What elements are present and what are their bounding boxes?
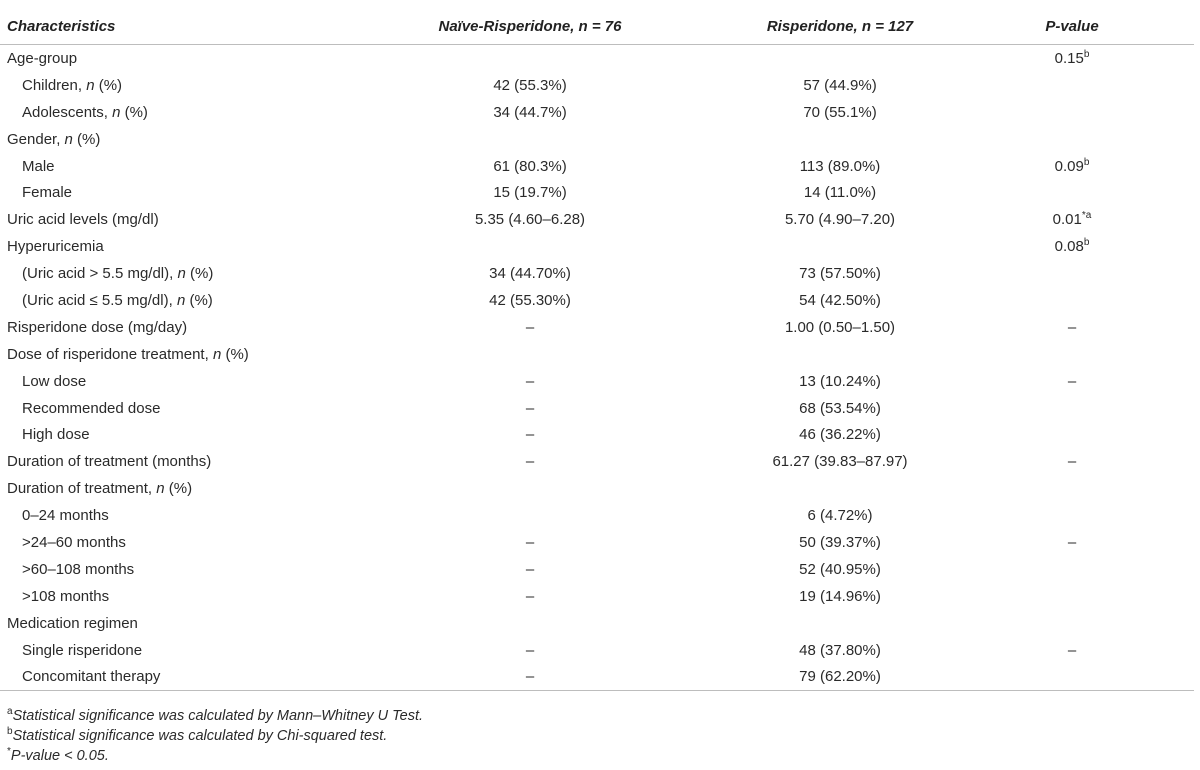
table-row (0, 260, 1194, 287)
table-row (0, 179, 1194, 206)
row-label-text: Low dose (22, 372, 87, 390)
row-label-text: Duration of treatment, (7, 480, 157, 498)
naive-value: 34 (44.7%) (493, 103, 567, 121)
p-value (950, 663, 1194, 690)
p-value (950, 126, 1194, 153)
risperidone-value: 6 (4.72%) (807, 507, 873, 525)
row-label-n: n (112, 103, 121, 121)
row-label-text: Duration of treatment (months) (7, 453, 212, 471)
table-row (0, 529, 1194, 556)
table-row (0, 663, 1194, 690)
row-label (0, 475, 330, 502)
header-label: Naïve-Risperidone, n = 76 (438, 17, 622, 35)
p-value (950, 153, 1194, 180)
p-value (950, 99, 1194, 126)
table-row (0, 233, 1194, 260)
naive-value: 61 (80.3%) (493, 157, 567, 175)
row-label-text: Dose of risperidone treatment, (7, 345, 213, 363)
row-label (0, 287, 330, 314)
risperidone-value: 68 (53.54%) (799, 399, 881, 417)
footnote (7, 706, 423, 726)
p-value (950, 341, 1194, 368)
p-value (950, 475, 1194, 502)
footnote (7, 746, 423, 766)
row-label (0, 126, 330, 153)
table-row (0, 610, 1194, 637)
footnote-mark: a (7, 706, 13, 718)
row-label (0, 529, 330, 556)
naive-value: – (525, 560, 535, 578)
header-naive-risperidone (330, 8, 730, 45)
p-value (950, 206, 1194, 233)
naive-value: 42 (55.30%) (489, 291, 571, 309)
naive-value (330, 126, 730, 153)
p-value (950, 421, 1194, 448)
table-body (0, 45, 1194, 691)
table-row (0, 448, 1194, 475)
naive-value (330, 233, 730, 260)
risperidone-value: 5.70 (4.90–7.20) (784, 211, 896, 229)
p-value-text: 0.01 (1052, 211, 1082, 229)
naive-value: 15 (19.7%) (493, 184, 567, 202)
naive-value (330, 45, 730, 72)
risperidone-value: 19 (14.96%) (799, 587, 881, 605)
row-label-tail: (%) (94, 76, 123, 94)
naive-value: – (525, 399, 535, 417)
row-label-tail: (%) (185, 291, 213, 309)
row-label-text: Male (22, 157, 55, 175)
header-label: Risperidone, n = 127 (766, 17, 914, 35)
naive-value: 5.35 (4.60–6.28) (474, 211, 586, 229)
risperidone-value (730, 475, 950, 502)
table-row (0, 395, 1194, 422)
row-label-n: n (64, 130, 73, 148)
table-header (0, 8, 1194, 45)
table-row (0, 556, 1194, 583)
p-value-text: 0.08 (1054, 238, 1084, 256)
row-label (0, 72, 330, 99)
row-label-n: n (176, 291, 186, 309)
table-row (0, 368, 1194, 395)
risperidone-value: 57 (44.9%) (803, 76, 877, 94)
row-label-text: Hyperuricemia (7, 238, 104, 256)
row-label-text: (Uric acid > 5.5 mg/dl), (22, 265, 178, 283)
p-value (950, 556, 1194, 583)
table-row (0, 421, 1194, 448)
p-value-text: 0.15 (1054, 49, 1084, 67)
risperidone-value (730, 126, 950, 153)
row-label (0, 341, 330, 368)
row-label (0, 610, 330, 637)
row-label-tail: (%) (185, 265, 214, 283)
p-value (950, 368, 1194, 395)
row-label (0, 583, 330, 610)
p-value (950, 502, 1194, 529)
row-label-n: n (212, 345, 222, 363)
row-label-text: Children, (22, 76, 87, 94)
row-label-text: Risperidone dose (mg/day) (7, 318, 188, 336)
p-value (950, 583, 1194, 610)
naive-value: – (525, 587, 535, 605)
naive-value: 34 (44.70%) (489, 265, 571, 283)
risperidone-value: 13 (10.24%) (799, 372, 881, 390)
row-label-text: (Uric acid ≤ 5.5 mg/dl), (22, 291, 177, 309)
risperidone-value (730, 610, 950, 637)
p-value-text: 0.09 (1054, 157, 1084, 175)
row-label-text: Age-group (7, 49, 78, 67)
row-label-tail: (%) (120, 103, 148, 121)
table-row (0, 72, 1194, 99)
risperidone-value: 79 (62.20%) (799, 668, 881, 686)
table-row (0, 45, 1194, 72)
naive-value (330, 502, 730, 529)
p-value (950, 72, 1194, 99)
naive-value: – (525, 426, 535, 444)
row-label (0, 448, 330, 475)
naive-value: – (525, 372, 535, 390)
table-footnotes (7, 706, 423, 766)
risperidone-value: 48 (37.80%) (799, 641, 881, 659)
row-label (0, 314, 330, 341)
p-value (950, 529, 1194, 556)
row-label-text: Gender, (7, 130, 65, 148)
row-label-text: >60–108 months (22, 560, 135, 578)
row-label-text: >108 months (22, 587, 110, 605)
risperidone-value (730, 45, 950, 72)
row-label-tail: (%) (221, 345, 249, 363)
table-row (0, 502, 1194, 529)
row-label-text: >24–60 months (22, 533, 126, 551)
risperidone-value: 61.27 (39.83–87.97) (772, 453, 908, 471)
risperidone-value: 14 (11.0%) (803, 184, 877, 202)
p-value (950, 233, 1194, 260)
row-label (0, 233, 330, 260)
risperidone-value: 73 (57.50%) (799, 265, 881, 283)
row-label (0, 663, 330, 690)
naive-value: – (525, 668, 535, 686)
row-label (0, 395, 330, 422)
naive-value: – (525, 318, 535, 336)
risperidone-value (730, 341, 950, 368)
p-value (950, 448, 1194, 475)
characteristics-table (0, 8, 1194, 691)
risperidone-value (730, 233, 950, 260)
p-value (950, 260, 1194, 287)
naive-value: – (525, 533, 535, 551)
row-label-text: Adolescents, (22, 103, 113, 121)
row-label (0, 153, 330, 180)
row-label (0, 179, 330, 206)
row-label-text: 0–24 months (22, 507, 109, 525)
p-value (950, 179, 1194, 206)
footnote-text: P-value < 0.05. (10, 748, 109, 764)
table-row (0, 153, 1194, 180)
footnote (7, 726, 423, 746)
row-label-text: Recommended dose (22, 399, 161, 417)
header-p-value: P-value (1045, 17, 1099, 35)
risperidone-value: 46 (36.22%) (799, 426, 881, 444)
row-label-n: n (86, 76, 95, 94)
risperidone-value: 1.00 (0.50–1.50) (784, 318, 896, 336)
table-row (0, 126, 1194, 153)
row-label-text: Medication regimen (7, 614, 138, 632)
row-label-tail: (%) (72, 130, 101, 148)
header-characteristics: Characteristics (7, 17, 116, 35)
row-label-text: Uric acid levels (mg/dl) (7, 211, 159, 229)
table-row (0, 637, 1194, 664)
row-label (0, 368, 330, 395)
header-risperidone (730, 8, 950, 45)
p-value (950, 45, 1194, 72)
naive-value: 42 (55.3%) (493, 76, 567, 94)
table-row (0, 341, 1194, 368)
naive-value: – (525, 453, 535, 471)
p-value-footnote-mark: *a (1081, 210, 1092, 222)
naive-value: – (525, 641, 535, 659)
row-label (0, 502, 330, 529)
header-row (0, 8, 1194, 45)
row-label-text: Concomitant therapy (22, 668, 161, 686)
row-label (0, 45, 330, 72)
p-value-text: – (1067, 533, 1077, 551)
p-value-text: – (1067, 318, 1077, 336)
row-label (0, 206, 330, 233)
row-label (0, 260, 330, 287)
naive-value (330, 341, 730, 368)
row-label (0, 421, 330, 448)
p-value-footnote-mark: b (1083, 237, 1090, 249)
p-value-footnote-mark: b (1083, 156, 1090, 168)
row-label (0, 637, 330, 664)
row-label-n: n (177, 265, 186, 283)
naive-value (330, 610, 730, 637)
row-label-text: High dose (22, 426, 90, 444)
footnote-mark: * (7, 746, 11, 758)
naive-value (330, 475, 730, 502)
p-value-text: – (1067, 372, 1077, 390)
p-value (950, 314, 1194, 341)
p-value-text: – (1067, 641, 1077, 659)
table-row (0, 475, 1194, 502)
table-row (0, 99, 1194, 126)
risperidone-value: 54 (42.50%) (799, 291, 881, 309)
risperidone-value: 70 (55.1%) (803, 103, 877, 121)
footnote-text: Statistical significance was calculated by Chi-squared test. (12, 728, 388, 744)
table-row (0, 287, 1194, 314)
p-value (950, 287, 1194, 314)
p-value (950, 637, 1194, 664)
row-label-tail: (%) (164, 480, 193, 498)
table-row (0, 583, 1194, 610)
row-label-text: Single risperidone (22, 641, 143, 659)
footnote-mark: b (7, 726, 13, 738)
risperidone-value: 113 (89.0%) (799, 157, 881, 175)
footnote-text: Statistical significance was calculated by Mann–Whitney U Test. (12, 708, 424, 724)
table-row (0, 206, 1194, 233)
p-value (950, 610, 1194, 637)
table-row (0, 314, 1194, 341)
risperidone-value: 52 (40.95%) (799, 560, 881, 578)
p-value-text: – (1067, 453, 1077, 471)
row-label (0, 556, 330, 583)
p-value-footnote-mark: b (1083, 48, 1090, 60)
row-label-n: n (156, 480, 165, 498)
row-label (0, 99, 330, 126)
risperidone-value: 50 (39.37%) (799, 533, 881, 551)
row-label-text: Female (22, 184, 73, 202)
p-value (950, 395, 1194, 422)
